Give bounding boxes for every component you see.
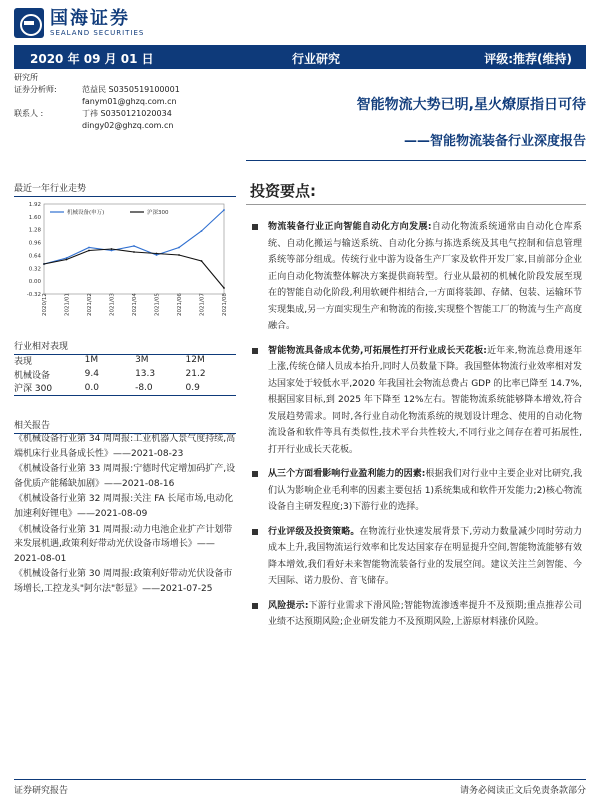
related-report-link[interactable]: 《机械设备行业第 33 周周报:宁德时代定增加码扩产,设备优质产能稀缺加剧》——2021-08-16 — [14, 464, 236, 489]
data-point — [43, 263, 45, 265]
y-tick-label: 0.64 — [28, 253, 41, 260]
related-report-link[interactable]: 《机械设备行业第 31 周周报:动力电池企业扩产计划带来发展机遇,政策利好带动光伏设备市场增长》——2021-08-01 — [14, 524, 233, 564]
key-point: 风险提示:下游行业需求下滑风险;智能物流渗透率提升不及预期;重点推荐公司业绩不达预期风险;企业研发能力不及预期风险,上游原材料涨价风险。 — [250, 598, 582, 631]
key-point: 行业评级及投资策略。在物流行业快速发展背景下,劳动力数量减少同时劳动力成本上升,我国物流运行效率和比发达国家存在明显提升空间,智能物流能够有效降本增效,我们看好未来智能物流装备行业的发展空间。建议关注兰剑智能、今天国际、诺力股份、音飞储存。 — [250, 524, 582, 590]
performance-table — [14, 353, 236, 396]
data-point — [223, 209, 225, 211]
industry-trend-chart — [14, 196, 236, 326]
data-point — [178, 254, 180, 256]
bullet-square-icon — [252, 348, 258, 354]
y-tick-label: 1.92 — [28, 202, 41, 208]
key-points-heading: 投资要点: — [250, 182, 316, 200]
x-tick-label: 2021/04 — [132, 293, 138, 316]
analyst-row — [14, 120, 236, 132]
x-tick-label: 2021/03 — [109, 293, 116, 316]
related-report-link[interactable]: 《机械设备行业第 34 周周报:工业机器人景气度持续,高端机床行业具备成长性》——2021-08-23 — [14, 434, 236, 459]
bullet-square-icon — [252, 529, 258, 535]
data-point — [66, 259, 68, 261]
y-tick-label: 1.28 — [28, 227, 41, 234]
key-point: 从三个方面看影响行业盈利能力的因素:根据我们对行业中主要企业对比研究,我们认为影响企业毛利率的因素主要包括 1)系统集成和软件开发能力;2)核心物流设备自主研发程度;3)下游行业的选择。 — [250, 466, 582, 516]
footer-left: 证券研究报告 — [14, 786, 69, 796]
divider — [246, 160, 586, 161]
y-tick-label: 0.32 — [28, 266, 41, 273]
data-point — [223, 287, 225, 289]
chart-heading: 最近一年行业走势 — [14, 181, 236, 197]
y-tick-label: 0.96 — [28, 240, 41, 247]
data-point — [201, 230, 203, 232]
key-point: 物流装备行业正向智能自动化方向发展:自动化物流系统通常由自动化仓库系统、自动化搬运与输送系统、自动化分拣与拣选系统及其电气控制和信息管理系统等部分组成。传统行业中游为设备生产厂家及软件开发厂家,目前部分企业正向自动化物流整体解决方案提供商转型。行业从最初的机械化阶段发展至现在的智能自动化阶段,利用软硬件相结合,一方面将装卸、存储、包装、运输环节实现集成,另一方面实现生产和物流的衔接,实现整个智能工厂的物流与生产高度融合。 — [250, 219, 582, 335]
data-point — [88, 247, 90, 249]
related-reports-heading: 相关报告 — [14, 418, 236, 434]
footer-disclaimer: 请务必阅读正文后免责条款部分 — [459, 786, 586, 796]
data-point — [88, 250, 90, 252]
company-logo — [14, 6, 144, 40]
divider — [246, 204, 586, 205]
x-tick-label: 2021/07 — [199, 293, 206, 316]
data-point — [111, 248, 113, 250]
analyst-row: 证券分析师: 范益民 S0350519100001 — [14, 85, 180, 94]
bullet-square-icon — [252, 224, 258, 230]
performance-heading: 行业相对表现 — [14, 339, 236, 355]
contact-email[interactable]: dingy02@ghzq.com.cn — [82, 121, 174, 130]
x-tick-label: 2021/06 — [177, 293, 183, 316]
bullet-square-icon — [252, 471, 258, 477]
data-point — [156, 253, 158, 255]
logo-chinese-name: 国海证券 — [50, 7, 130, 29]
data-point — [133, 245, 135, 247]
analyst-row: 联系人 : 丁祎 S0350121020034 — [14, 109, 172, 118]
plot-area — [44, 204, 224, 294]
analyst-row — [14, 96, 236, 108]
y-tick-label: 1.60 — [28, 214, 41, 221]
table-row: 沪深 300 0.0 -8.0 0.9 — [14, 381, 236, 395]
y-tick-label: -0.32 — [26, 292, 41, 298]
table-header-row: 表现 1M 3M 12M — [14, 355, 205, 367]
related-report-link[interactable]: 《机械设备行业第 30 周周报:政策利好带动光伏设备市场增长,工控龙头"阿尔法"彰显》——2021-07-25 — [14, 569, 233, 594]
x-tick-label: 2021/08 — [222, 293, 228, 316]
related-report-link[interactable]: 《机械设备行业第 32 周周报:关注 FA 长尾市场,电动化加速利好锂电》——2021-08-09 — [14, 494, 234, 519]
report-date: 2020 年 09 月 01 日 — [30, 52, 154, 66]
analyst-block — [14, 72, 236, 132]
legend-label: 沪深300 — [147, 210, 169, 216]
x-tick-label: 2020/12 — [42, 293, 48, 316]
sealand-logo-icon — [14, 8, 44, 38]
institute-label: 研究所 — [14, 73, 38, 82]
footer-divider — [14, 779, 586, 780]
legend-label: 机械设备(申万) — [67, 210, 105, 216]
analyst-email[interactable]: fanym01@ghzq.com.cn — [82, 97, 177, 106]
key-points-list — [250, 219, 582, 639]
data-point — [133, 251, 135, 253]
x-tick-label: 2021/02 — [87, 293, 93, 316]
series-line-1 — [44, 210, 224, 264]
key-point: 智能物流具备成本优势,可拓展性打开行业成长天花板:近年来,物流总费用逐年上涨,传统仓储人员成本抬升,同时人员数量下降。我国整体物流行业效率相对发达国家处于较低水平,2020 年我国社会物流总费占 GDP 的比率已降至 14.7%,根据国家目标,到 2025 年下降至 12%左右。智能物流系统能够降本增效,符合发展趋势需求。同时,各行业自动化物流系统的规划设计理念、使用的自动化物流设备和软件等具有类似性,技术平台共性较大,不同行业之间存在着可拓展性,打开行业成长天花板。 — [250, 343, 582, 459]
related-reports-list — [14, 432, 236, 598]
series-line-2 — [44, 249, 224, 288]
x-tick-label: 2021/05 — [154, 293, 161, 316]
report-title: 智能物流大势已明,星火燎原指日可待 — [356, 97, 586, 113]
logo-english-name: SEALAND SECURITIES — [50, 28, 145, 37]
data-point — [178, 247, 180, 249]
table-row: 机械设备 9.4 13.3 21.2 — [14, 369, 206, 381]
report-type: 行业研究 — [292, 52, 341, 66]
data-point — [201, 260, 203, 262]
rating: 评级:推荐(维持) — [484, 52, 572, 66]
bullet-square-icon — [252, 603, 258, 609]
header-band — [14, 45, 586, 69]
x-tick-label: 2021/01 — [64, 293, 71, 316]
y-tick-label: 0.00 — [28, 279, 41, 286]
report-subtitle: ——智能物流装备行业深度报告 — [403, 134, 586, 149]
